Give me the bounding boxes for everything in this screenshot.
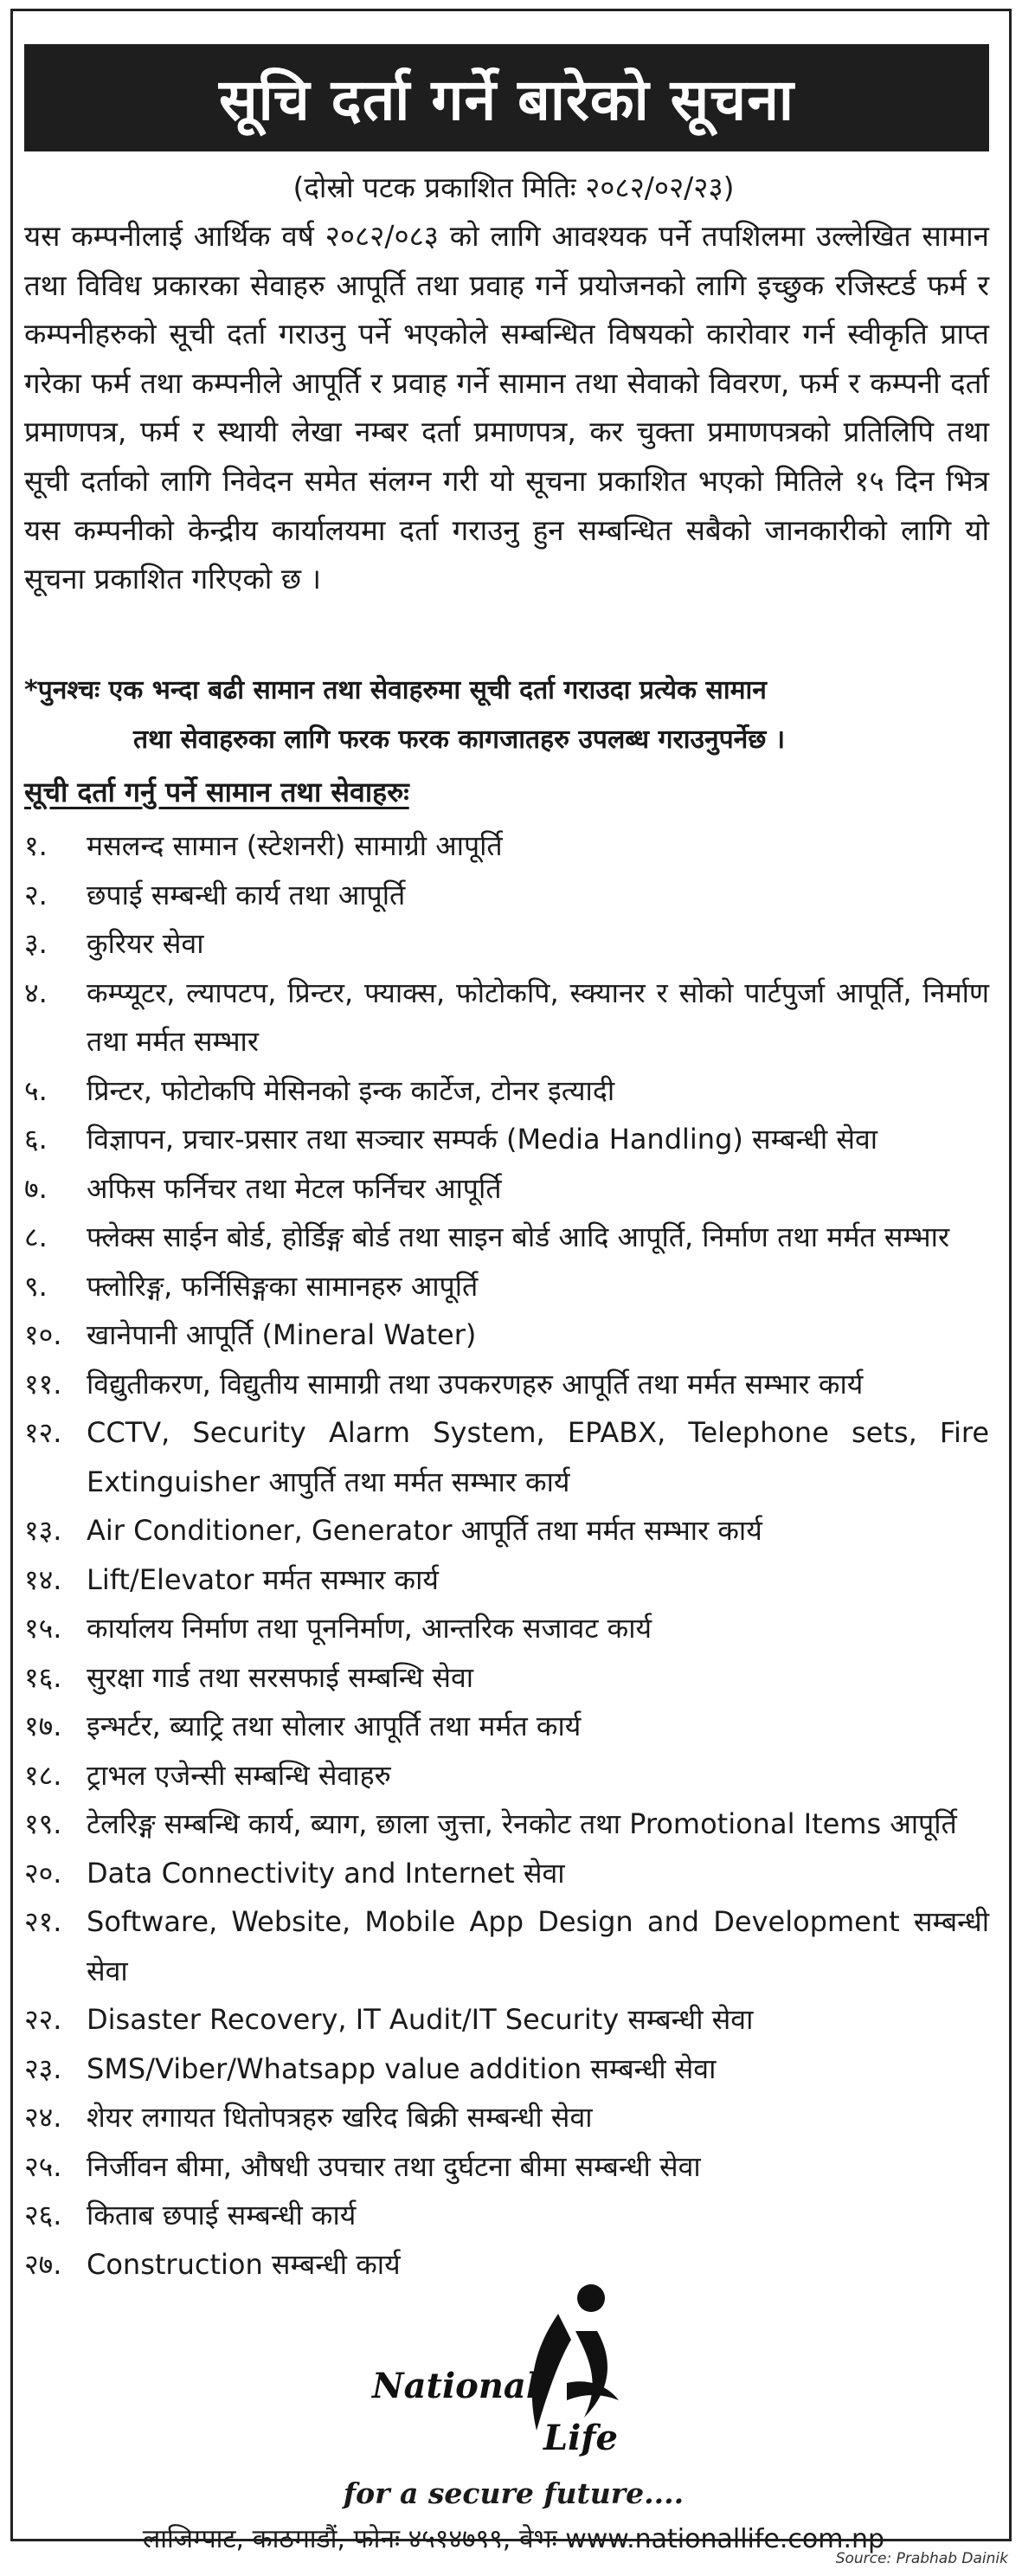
item-text: ट्राभल एजेन्सी सम्बन्धि सेवाहरु xyxy=(87,1758,391,1792)
item-number: २३. xyxy=(24,2051,62,2085)
item-text: सुरक्षा गार्ड तथा सरसफाई सम्बन्धि सेवा xyxy=(87,1660,474,1694)
items-list xyxy=(24,821,989,2289)
item-text: प्रिन्टर, फोटोकपि मेसिनको इन्क कार्टेज, टोनर इत्यादी xyxy=(87,1073,615,1107)
item-number: २४. xyxy=(24,2101,62,2134)
item-number: ६. xyxy=(24,1123,48,1156)
item-number: २१. xyxy=(24,1905,62,1938)
item-number: १८. xyxy=(24,1758,62,1792)
list-item xyxy=(24,1800,989,1849)
item-text: कम्प्यूटर, ल्यापटप, प्रिन्टर, फ्याक्स, फोटोकपि, स्क्यानर र सोको पार्टपुर्जा आपूर्ति, निर्माण तथा मर्मत सम्भार xyxy=(87,976,989,1058)
list-item xyxy=(24,2191,989,2240)
item-text: Data Connectivity and Internet सेवा xyxy=(87,1856,565,1890)
item-number: १५. xyxy=(24,1612,62,1645)
list-item xyxy=(24,821,989,871)
item-number: १६. xyxy=(24,1660,62,1694)
list-item xyxy=(24,1115,989,1164)
tagline: for a secure future.... xyxy=(343,2476,685,2510)
item-text: मसलन्द सामान (स्टेशनरी) सामाग्री आपूर्ति xyxy=(87,829,503,862)
contact-address: लाजिम्पाट, काठमाडौं, फोनः ४५१४७९९, वेभः www.nationallife.com.np xyxy=(142,2524,885,2554)
item-number: १९. xyxy=(24,1807,62,1840)
item-text: फ्लोरिङ्ग, फर्निसिङ्गका सामानहरु आपूर्ति xyxy=(87,1269,479,1303)
item-text: SMS/Viber/Whatsapp value addition सम्बन्धी सेवा xyxy=(87,2051,717,2085)
list-heading: सूची दर्ता गर्नु पर्ने सामान तथा सेवाहरुः xyxy=(24,776,409,808)
notice-page xyxy=(10,9,1012,2554)
item-text: कुरियर सेवा xyxy=(87,927,204,960)
item-text: कार्यालय निर्माण तथा पूननिर्माण, आन्तरिक सजावट कार्य xyxy=(87,1612,652,1645)
item-text: विज्ञापन, प्रचार-प्रसार तथा सञ्चार सम्पर्क (Media Handling) सम्बन्धी सेवा xyxy=(87,1123,878,1156)
list-item xyxy=(24,2093,989,2142)
list-item xyxy=(24,1408,989,1506)
national-life-logo xyxy=(355,2279,640,2461)
list-item xyxy=(24,1213,989,1262)
item-number: २०. xyxy=(24,1856,62,1890)
item-number: ७. xyxy=(24,1171,48,1205)
list-item xyxy=(24,2142,989,2192)
notice-title: सूचि दर्ता गर्ने बारेको सूचना xyxy=(24,44,989,151)
list-item xyxy=(24,1506,989,1555)
item-number: १४. xyxy=(24,1562,62,1596)
list-item xyxy=(24,1066,989,1116)
item-text: विद्युतीकरण, विद्युतीय सामाग्री तथा उपकरणहरु आपूर्ति तथा मर्मत सम्भार कार्य xyxy=(87,1367,864,1401)
item-text: इन्भर्टर, ब्याट्रि तथा सोलार आपूर्ति तथा मर्मत कार्य xyxy=(87,1710,582,1742)
item-number: ५. xyxy=(24,1073,48,1107)
postscript-note xyxy=(24,666,989,764)
list-item xyxy=(24,1653,989,1703)
item-text: CCTV, Security Alarm System, EPABX, Telephone sets, Fire Extinguisher आपुर्ति तथा मर्मत सम्भार कार्य xyxy=(87,1416,989,1498)
item-text: खानेपानी आपूर्ति (Mineral Water) xyxy=(87,1318,477,1351)
list-item xyxy=(24,1604,989,1653)
list-item xyxy=(24,1897,989,1995)
item-text: Lift/Elevator मर्मत सम्भार कार्य xyxy=(87,1562,439,1596)
list-item xyxy=(24,1262,989,1311)
item-text: फ्लेक्स साईन बोर्ड, होर्डिङ्ग बोर्ड तथा साइन बोर्ड आदि आपूर्ति, निर्माण तथा मर्मत सम्भार xyxy=(87,1220,950,1253)
item-number: ९. xyxy=(24,1269,48,1303)
logo-word-life: Life xyxy=(543,2418,618,2458)
intro-paragraph: यस कम्पनीलाई आर्थिक वर्ष २०८२/०८३ को लागि आवश्यक पर्ने तपशिलमा उल्लेखित सामान तथा विविध प्रकारका सेवाहरु आपूर्ति तथा प्रवाह गर्ने प्रयोजनको लागि इच्छुक रजिस्टर्ड फर्म र कम्पनीहरुको सूची दर्ता गराउनु पर्ने भएकोले सम्बन्धित विषयको कारोवार गर्न स्वीकृति प्राप्त गरेका फर्म तथा कम्पनीले आपूर्ति र प्रवाह गर्ने सामान तथा सेवाको विवरण, फर्म र कम्पनी दर्ता प्रमाणपत्र, फर्म र स्थायी लेखा नम्बर दर्ता प्रमाणपत्र, कर चुक्ता प्रमाणपत्रको प्रतिलिपि तथा सूची दर्ताको लागि निवेदन समेत संलग्न गरी यो सूचना प्रकाशित भएको मितिले १५ दिन भित्र यस कम्पनीको केन्द्रीय कार्यालयमा दर्ता गराउनु हुन सम्बन्धित सबैको जानकारीको लागि यो सूचना प्रकाशित गरिएको छ । xyxy=(24,219,989,596)
logo-word-national: National xyxy=(372,2366,540,2406)
item-number: ४. xyxy=(24,976,48,1009)
item-text: Disaster Recovery, IT Audit/IT Security सम्बन्धी सेवा xyxy=(87,2003,754,2036)
item-number: १२. xyxy=(24,1416,62,1449)
item-text: शेयर लगायत धितोपत्रहरु खरिद बिक्री सम्बन्धी सेवा xyxy=(87,2101,593,2134)
item-number: २७. xyxy=(24,2247,62,2281)
item-text: किताब छपाई सम्बन्धी कार्य xyxy=(87,2199,357,2231)
item-number: ३. xyxy=(24,927,48,960)
list-item xyxy=(24,1751,989,1800)
item-text: निर्जीवन बीमा, औषधी उपचार तथा दुर्घटना बीमा सम्बन्धी सेवा xyxy=(87,2149,701,2183)
list-item xyxy=(24,969,989,1066)
list-item xyxy=(24,1849,989,1898)
item-number: २६. xyxy=(24,2199,62,2231)
postscript-line-1: *पुनश्चः एक भन्दा बढी सामान तथा सेवाहरुमा सूची दर्ता गराउदा प्रत्येक सामान xyxy=(24,675,767,705)
item-number: १. xyxy=(24,829,48,862)
item-text: Software, Website, Mobile App Design and Development सम्बन्धी सेवा xyxy=(87,1905,989,1987)
item-number: १३. xyxy=(24,1514,62,1547)
list-item xyxy=(24,1164,989,1214)
item-text: टेलरिङ्ग सम्बन्धि कार्य, ब्याग, छाला जुत्ता, रेनकोट तथा Promotional Items आपूर्ति xyxy=(87,1807,957,1840)
list-item xyxy=(24,1702,989,1751)
item-text: अफिस फर्निचर तथा मेटल फर्निचर आपूर्ति xyxy=(87,1171,502,1205)
item-number: १७. xyxy=(24,1710,62,1742)
publication-date: (दोस्रो पटक प्रकाशित मितिः २०८२/०२/२३) xyxy=(292,171,735,204)
item-text: Construction सम्बन्धी कार्य xyxy=(87,2247,401,2281)
item-text: Air Conditioner, Generator आपूर्ति तथा मर्मत सम्भार कार्य xyxy=(87,1514,762,1547)
item-number: १०. xyxy=(24,1318,62,1351)
item-number: २५. xyxy=(24,2149,62,2183)
item-number: २२. xyxy=(24,2003,62,2036)
list-item xyxy=(24,1360,989,1409)
list-item xyxy=(24,1311,989,1360)
list-item xyxy=(24,871,989,920)
list-item xyxy=(24,2045,989,2094)
item-number: २. xyxy=(24,878,48,911)
item-number: ११. xyxy=(24,1367,62,1401)
list-item xyxy=(24,1995,989,2045)
postscript-line-2: तथा सेवाहरुका लागि फरक फरक कागजातहरु उपलब्ध गराउनुपर्नेछ । xyxy=(133,724,786,755)
list-item xyxy=(24,1555,989,1605)
list-item xyxy=(24,919,989,969)
item-number: ८. xyxy=(24,1220,48,1253)
source-credit: Source: Prabhab Dainik xyxy=(835,2550,1008,2567)
item-text: छपाई सम्बन्धी कार्य तथा आपूर्ति xyxy=(87,878,406,911)
